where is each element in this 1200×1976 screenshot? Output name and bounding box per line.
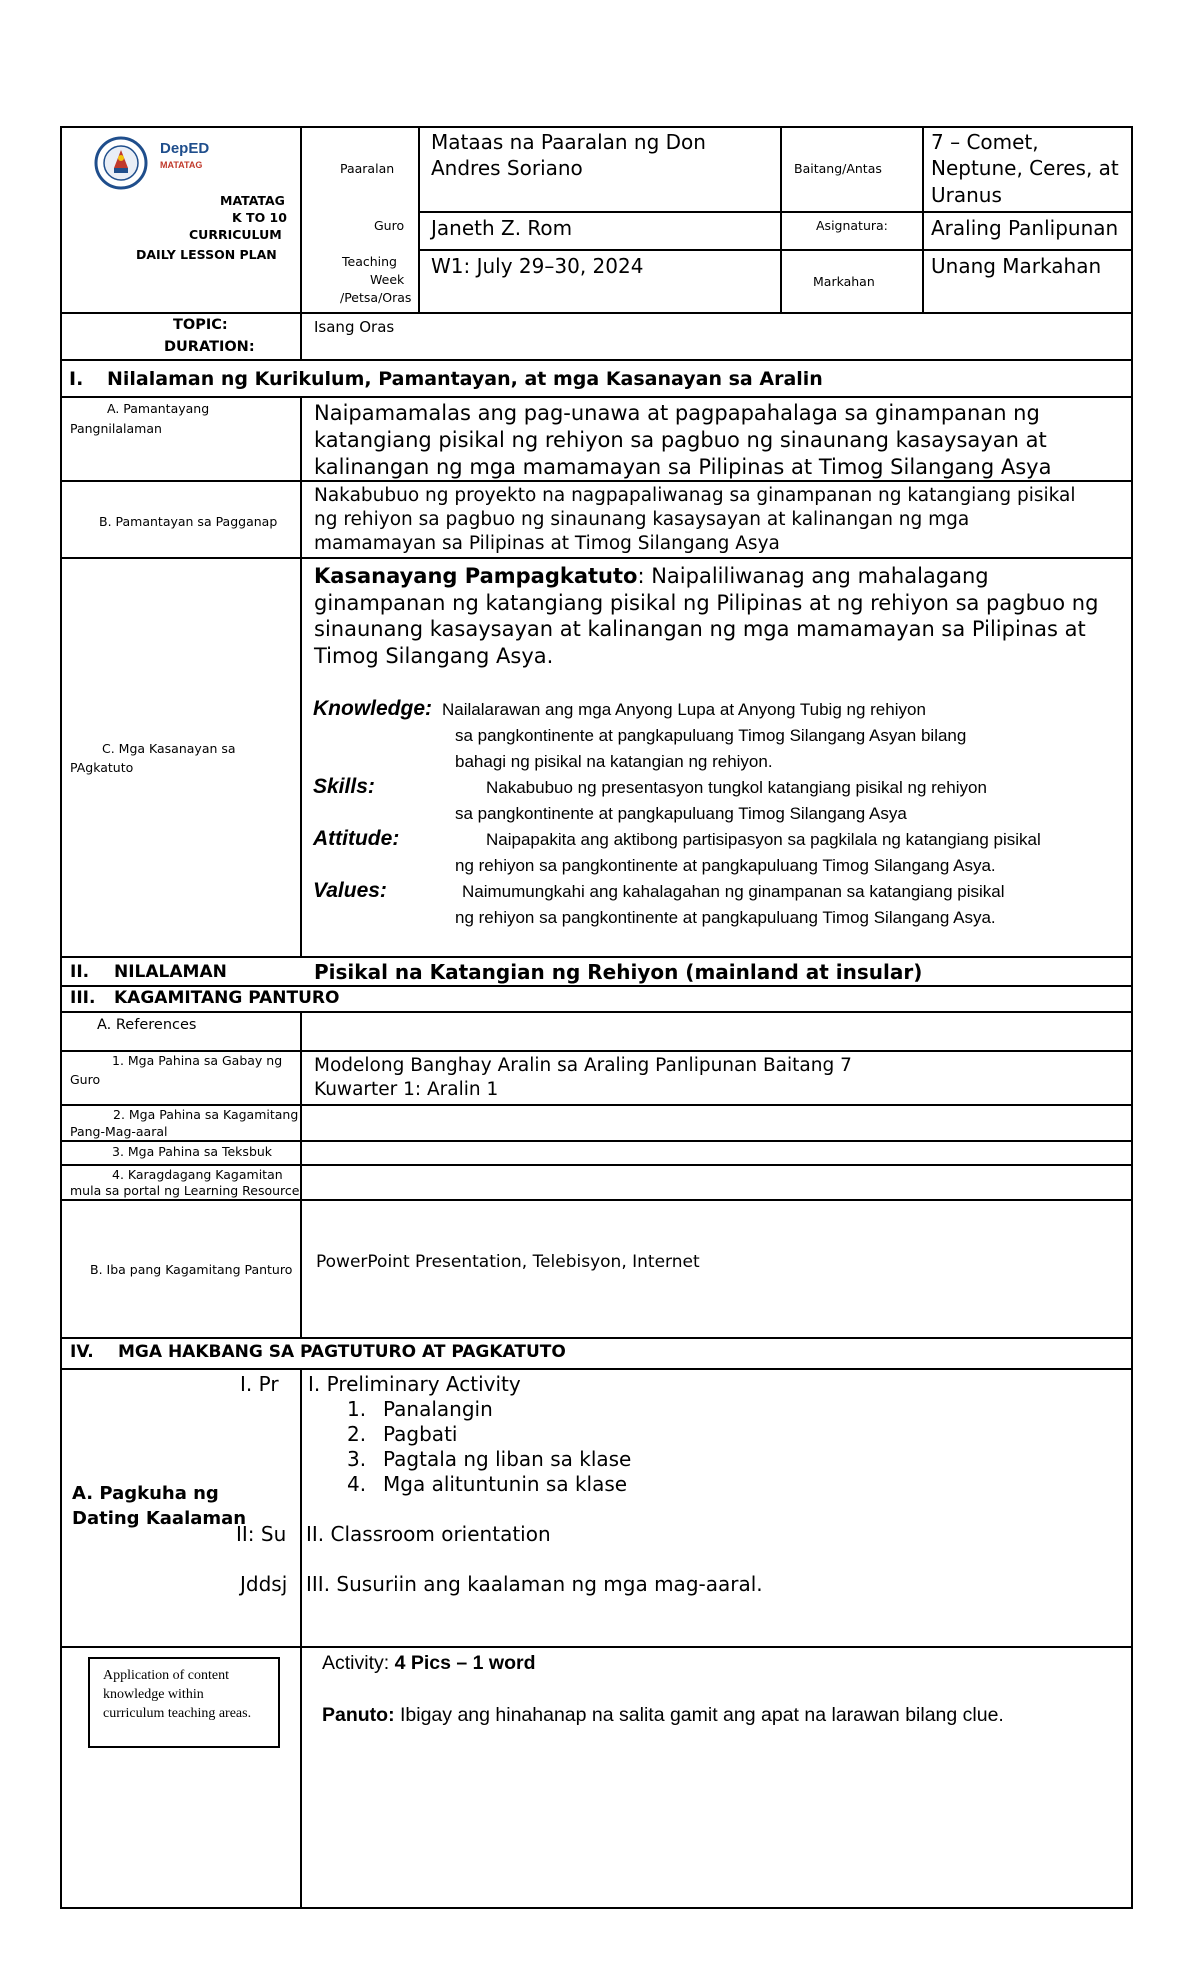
markahan-value: Unang Markahan: [931, 254, 1102, 278]
curriculum-line-1: MATATAG: [220, 193, 285, 208]
matatag-wordmark: MATATAG: [160, 160, 203, 170]
week-label-3: /Petsa/Oras: [340, 290, 412, 305]
curriculum-line-2: K TO 10: [232, 210, 287, 225]
ref2-label-2: Pang-Mag-aaral: [70, 1124, 168, 1139]
duration-label: DURATION:: [164, 339, 255, 355]
ref1-label-2: Guro: [70, 1072, 101, 1087]
list-item: Pagbati: [383, 1422, 458, 1446]
kasanayan-value-2: sinaunang kasaysayan at kalinangan ng mga mamamayan sa Pilipinas at: [314, 617, 1086, 641]
paaralan-value-1: Mataas na Paaralan ng Don: [431, 130, 706, 154]
ref2-label-1: 2. Mga Pahina sa Kagamitang: [113, 1107, 299, 1122]
knowledge-line-3: bahagi ng pisikal na katangian ng rehiyon.: [455, 752, 773, 771]
markahan-label: Markahan: [813, 274, 875, 289]
pagganap-value-1: Nakabubuo ng proyekto na nagpapaliwanag sa ginampanan ng katangiang pisikal: [314, 485, 1076, 506]
kasanayan-value-1: ginampanan ng katangiang pisikal ng Pilipinas at ng rehiyon sa pagbuo ng: [314, 591, 1099, 615]
pagganap-label: B. Pamantayan sa Pagganap: [99, 514, 278, 529]
list-num: 3.: [347, 1447, 367, 1471]
ref4-label-2: mula sa portal ng Learning Resource: [70, 1183, 300, 1198]
knowledge-line-1: Nailalarawan ang mga Anyong Lupa at Anyong Tubig ng rehiyon: [442, 700, 926, 719]
ref1-value-2: Kuwarter 1: Aralin 1: [314, 1079, 499, 1100]
topic-label: TOPIC:: [173, 317, 228, 333]
values-line-1: Naimumungkahi ang kahalagahan ng ginampanan sa katangiang pisikal: [462, 882, 1005, 901]
list-item: Mga alituntunin sa klase: [383, 1472, 628, 1496]
panuto-line: [322, 1704, 1004, 1727]
fragment-3: Jddsj: [240, 1572, 288, 1596]
values-line-2: ng rehiyon sa pangkontinente at pangkapuluang Timog Silangang Asya.: [455, 908, 996, 927]
pagkuha-label-2: Dating Kaalaman: [72, 1508, 247, 1529]
skills-label: Skills:: [313, 775, 375, 798]
guro-label: Guro: [374, 218, 405, 233]
susuriin-line: III. Susuriin ang kaalaman ng mga mag-aaral.: [306, 1572, 763, 1596]
paaralan-value-2: Andres Soriano: [431, 156, 583, 180]
values-label: Values:: [313, 879, 387, 902]
knowledge-line-2: sa pangkontinente at pangkapuluang Timog Silangang Asyan bilang: [455, 726, 967, 745]
fragment-1: I. Pr: [240, 1372, 279, 1396]
attitude-line-1: Naipapakita ang aktibong partisipasyon sa pagkilala ng katangiang pisikal: [486, 830, 1041, 849]
section-4-number: IV.: [70, 1342, 94, 1362]
preliminary-activity: I. Preliminary Activity: [308, 1372, 521, 1396]
pamantayang-label-2: Pangnilalaman: [70, 421, 162, 436]
curriculum-line-3: CURRICULUM: [189, 227, 282, 242]
section-2-title: NILALAMAN: [114, 962, 227, 982]
knowledge-label: Knowledge:: [313, 697, 432, 720]
section-3-title: KAGAMITANG PANTURO: [114, 988, 340, 1008]
panuto-label: Panuto:: [322, 1704, 395, 1726]
activity-line: [322, 1652, 536, 1675]
activity-label: Activity:: [322, 1652, 395, 1674]
pamantayang-label-1: A. Pamantayang: [107, 401, 210, 416]
week-label-2: Week: [370, 272, 405, 287]
kasanayan-label-2: PAgkatuto: [70, 760, 134, 775]
application-line-3: curriculum teaching areas.: [103, 1706, 252, 1721]
iba-pang-label: B. Iba pang Kagamitang Panturo: [90, 1262, 293, 1277]
ref1-label-1: 1. Mga Pahina sa Gabay ng: [112, 1053, 283, 1068]
section-4-title: MGA HAKBANG SA PAGTUTURO AT PAGKATUTO: [118, 1342, 566, 1362]
section-1-title: Nilalaman ng Kurikulum, Pamantayan, at mga Kasanayan sa Aralin: [107, 368, 823, 390]
list-num: 1.: [347, 1397, 367, 1421]
classroom-orientation: II. Classroom orientation: [306, 1522, 551, 1546]
list-num: 2.: [347, 1422, 367, 1446]
guro-value: Janeth Z. Rom: [431, 216, 573, 240]
baitang-label: Baitang/Antas: [794, 161, 882, 176]
pamantayang-value-2: katangiang pisikal ng rehiyon sa pagbuo ng sinaunang kasaysayan at: [314, 428, 1047, 452]
pamantayang-value-1: Naipamamalas ang pag-unawa at pagpapahalaga sa ginampanan ng: [314, 401, 1040, 425]
attitude-label: Attitude:: [313, 827, 400, 850]
activity-value: 4 Pics – 1 word: [394, 1652, 536, 1674]
baitang-value-1: 7 – Comet,: [931, 130, 1039, 154]
baitang-value-3: Uranus: [931, 183, 1002, 207]
application-note-box: [88, 1657, 280, 1748]
paaralan-label: Paaralan: [340, 161, 395, 176]
panuto-value: Ibigay ang hinahanap na salita gamit ang apat na larawan bilang clue.: [394, 1704, 1004, 1726]
list-item: Panalangin: [383, 1397, 493, 1421]
header-logos: [94, 134, 214, 194]
curriculum-line-4: DAILY LESSON PLAN: [136, 247, 277, 262]
references-label: A. References: [97, 1017, 197, 1033]
week-value: W1: July 29–30, 2024: [431, 254, 644, 278]
nilalaman-value: Pisikal na Katangian ng Rehiyon (mainland at insular): [314, 960, 923, 984]
pagganap-value-2: ng rehiyon sa pagbuo ng sinaunang kasaysayan at kalinangan ng mga: [314, 509, 970, 530]
kasanayan-heading: Kasanayang Pampagkatuto: [314, 564, 638, 588]
asignatura-label: Asignatura:: [816, 218, 888, 233]
section-2-number: II.: [70, 962, 90, 982]
fragment-2: II: Su: [236, 1522, 287, 1546]
section-1-number: I.: [69, 368, 84, 390]
application-line-1: Application of content: [103, 1668, 229, 1683]
kasanayan-heading-rest: : Naipaliliwanag ang mahalagang: [637, 564, 989, 588]
week-label-1: Teaching: [342, 254, 397, 269]
ref1-value-1: Modelong Banghay Aralin sa Araling Panlipunan Baitang 7: [314, 1055, 852, 1076]
application-line-2: knowledge within: [103, 1687, 204, 1702]
attitude-line-2: ng rehiyon sa pangkontinente at pangkapuluang Timog Silangang Asya.: [455, 856, 996, 875]
iba-pang-value: PowerPoint Presentation, Telebisyon, Internet: [316, 1252, 700, 1272]
skills-line-1: Nakabubuo ng presentasyon tungkol katangiang pisikal ng rehiyon: [486, 778, 987, 797]
deped-wordmark: DepED: [160, 140, 210, 157]
kasanayan-label-1: C. Mga Kasanayan sa: [102, 741, 236, 756]
pagkuha-label-1: A. Pagkuha ng: [72, 1483, 219, 1504]
kasanayan-value-3: Timog Silangang Asya.: [314, 644, 554, 668]
baitang-value-2: Neptune, Ceres, at: [931, 156, 1119, 180]
skills-line-2: sa pangkontinente at pangkapuluang Timog Silangang Asya: [455, 804, 907, 823]
pagganap-value-3: mamamayan sa Pilipinas at Timog Silangang Asya: [314, 533, 780, 554]
ref3-label: 3. Mga Pahina sa Teksbuk: [112, 1144, 273, 1159]
ref4-label-1: 4. Karagdagang Kagamitan: [112, 1167, 283, 1182]
pamantayang-value-3: kalinangan ng mga mamamayan sa Pilipinas at Timog Silangang Asya: [314, 455, 1052, 479]
asignatura-value: Araling Panlipunan: [931, 216, 1119, 240]
list-item: Pagtala ng liban sa klase: [383, 1447, 632, 1471]
kasanayan-heading-line: [314, 563, 989, 590]
list-num: 4.: [347, 1472, 367, 1496]
section-3-number: III.: [70, 988, 96, 1008]
duration-value: Isang Oras: [314, 318, 395, 336]
